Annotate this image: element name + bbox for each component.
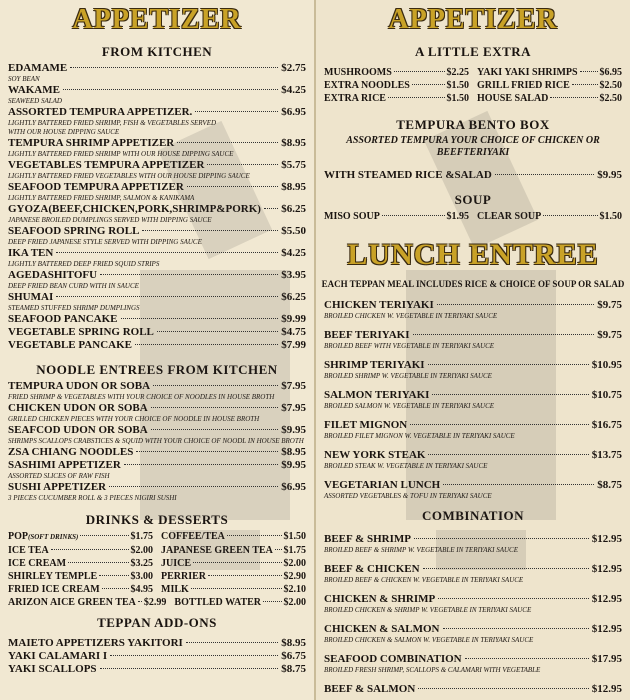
menu-item xyxy=(0,481,314,494)
menu-pair-row xyxy=(0,557,314,570)
menu-item xyxy=(477,210,622,223)
item-name: AGEDASHITOFU xyxy=(8,269,98,281)
item-price: $5.75 xyxy=(281,159,306,171)
item-description: BROILED BEEF & SHRIMP W. VEGETABLE IN TERIYAKI SAUCE xyxy=(324,546,519,554)
item-description: LIGHTLY BATTERED FRIED SHRIMP, SALMON & KANIKAMA xyxy=(8,194,195,202)
item-price: $2.50 xyxy=(599,93,622,104)
item-price: $2.10 xyxy=(283,584,306,595)
menu-item xyxy=(8,596,166,609)
item-description: JAPANESE BROILED DUMPLINGS SERVED WITH DIPPING SAUCE xyxy=(8,216,212,224)
menu-item xyxy=(0,203,314,216)
item-price: $2.50 xyxy=(599,80,622,91)
menu-item xyxy=(324,92,469,105)
item-name: BEEF & CHICKEN xyxy=(324,563,420,575)
item-name: HOUSE SALAD xyxy=(477,93,549,104)
combination-menu-list xyxy=(316,532,630,696)
item-name: BEEF TERIYAKI xyxy=(324,329,410,341)
item-name: FRIED ICE CREAM xyxy=(8,584,100,595)
menu-item xyxy=(8,530,153,544)
item-description: LIGHTLY BATTERED DEEP FRIED SQUID STRIPS xyxy=(8,260,160,268)
item-price: $8.95 xyxy=(281,181,306,193)
teppan-menu-list xyxy=(0,637,314,676)
item-price: $12.95 xyxy=(591,563,622,575)
item-price: $4.25 xyxy=(281,247,306,259)
menu-item xyxy=(161,570,306,583)
menu-item xyxy=(0,247,314,260)
item-name: PERRIER xyxy=(161,571,207,582)
item-price: $6.25 xyxy=(281,203,306,215)
item-description: BROILED BEEF & CHICKEN W. VEGETABLE IN TERIYAKI SAUCE xyxy=(324,576,524,584)
menu-item xyxy=(8,544,153,557)
item-name: VEGETARIAN LUNCH xyxy=(324,479,441,491)
item-description: BROILED FILET MIGNON W. VEGETABLE IN TERIYAKI SAUCE xyxy=(324,432,515,440)
item-price: $9.99 xyxy=(281,313,306,325)
item-description: DEEP FRIED BEAN CURD WITH IN SAUCE xyxy=(8,282,139,290)
item-name: BEEF & SHRIMP xyxy=(324,533,411,545)
item-price: $13.75 xyxy=(591,449,622,461)
noodle-menu-list xyxy=(0,380,314,502)
item-name: MAIETO APPETIZERS YAKITORI xyxy=(8,637,183,649)
menu-item xyxy=(161,544,306,557)
item-price: $8.95 xyxy=(281,446,306,458)
item-price: $8.75 xyxy=(597,479,622,491)
menu-item xyxy=(316,328,630,342)
item-price: $1.50 xyxy=(283,531,306,542)
lunch-note: EACH TEPPAN MEAL INCLUDES RICE & CHOICE OF SOUP OR SALAD xyxy=(321,279,625,289)
item-description: DEEP FRIED JAPANESE STYLE SERVED WITH DIPPING SAUCE xyxy=(8,238,202,246)
menu-item xyxy=(477,92,622,105)
item-name: WAKAME xyxy=(8,84,60,96)
item-price: $12.95 xyxy=(591,533,622,545)
item-price: $8.95 xyxy=(281,637,306,649)
right-menu-panel xyxy=(316,0,630,700)
menu-item xyxy=(316,478,630,492)
item-description: BROILED STEAK W. VEGETABLE IN TERIYAKI SAUCE xyxy=(324,462,488,470)
item-name: NEW YORK STEAK xyxy=(324,449,426,461)
menu-item xyxy=(316,418,630,432)
menu-item xyxy=(0,459,314,472)
item-name: CHICKEN & SALMON xyxy=(324,623,440,635)
item-price: $1.50 xyxy=(446,80,469,91)
item-price: $6.25 xyxy=(281,291,306,303)
menu-item xyxy=(0,326,314,339)
item-description: STEAMED STUFFED SHRIMP DUMPLINGS xyxy=(8,304,140,312)
soup-menu-list xyxy=(316,210,630,223)
extra-menu-list xyxy=(316,66,630,105)
item-name: CHICKEN & SHRIMP xyxy=(324,593,436,605)
item-price: $3.25 xyxy=(130,558,153,569)
item-name: POP xyxy=(8,531,28,542)
item-name: VEGETABLE SPRING ROLL xyxy=(8,326,154,338)
item-name: WITH STEAMED RICE &SALAD xyxy=(324,169,492,181)
item-description: LIGHTLY BATTERED FRIED SHRIMP, FISH & VEGETABLES SERVED xyxy=(8,119,217,127)
lunch-menu-list xyxy=(316,298,630,500)
menu-item xyxy=(0,424,314,437)
item-name: VEGETABLE PANCAKE xyxy=(8,339,132,351)
item-name: EDAMAME xyxy=(8,62,68,74)
item-name: GRILL FRIED RICE xyxy=(477,80,570,91)
item-name: ICE TEA xyxy=(8,545,49,556)
item-description: BROILED CHICKEN & SHRIMP W. VEGETABLE IN TERIYAKI SAUCE xyxy=(324,606,532,614)
menu-item xyxy=(316,682,630,696)
from-kitchen-heading: FROM KITCHEN xyxy=(101,44,213,59)
item-price: $4.25 xyxy=(281,84,306,96)
menu-item xyxy=(316,562,630,576)
item-price: $1.75 xyxy=(283,545,306,556)
menu-item xyxy=(161,530,306,544)
menu-item xyxy=(316,358,630,372)
item-price: $9.95 xyxy=(597,169,622,181)
item-name: BOTTLED WATER xyxy=(174,597,262,608)
item-name: SEAFOOD TEMPURA APPETIZER xyxy=(8,181,184,193)
item-name: CHICKEN TERIYAKI xyxy=(324,299,434,311)
item-price: $17.95 xyxy=(591,653,622,665)
item-name: JUICE xyxy=(161,558,192,569)
menu-pair-row xyxy=(0,570,314,583)
menu-item xyxy=(0,637,314,650)
item-description: BROILED CHICKEN & SALMON W. VEGETABLE IN TERIYAKI SAUCE xyxy=(324,636,534,644)
item-name: EXTRA NOODLES xyxy=(324,80,410,91)
item-name: SHRIMP TERIYAKI xyxy=(324,359,425,371)
item-price: $1.95 xyxy=(446,211,469,222)
item-description: WITH OUR HOUSE DIPPING SAUCE xyxy=(8,128,120,136)
item-description: BROILED SHRIMP W. VEGETABLE IN TERIYAKI SAUCE xyxy=(324,372,492,380)
item-name: CLEAR SOUP xyxy=(477,211,542,222)
item-description: ASSORTED SLICES OF RAW FISH xyxy=(8,472,110,480)
item-name: CHICKEN UDON OR SOBA xyxy=(8,402,148,414)
item-name: SEAFOOD SPRING ROLL xyxy=(8,225,140,237)
item-name: ZSA CHIANG NOODLES xyxy=(8,446,134,458)
item-description: BROILED FRESH SHRIMP, SCALLOPS & CALAMARI WITH VEGETABLE xyxy=(324,666,541,674)
item-name: JAPANESE GREEN TEA xyxy=(161,545,273,556)
menu-item xyxy=(324,66,469,79)
item-price: $2.00 xyxy=(283,597,306,608)
appetizer-title: APPETIZER xyxy=(72,4,242,35)
combination-heading: COMBINATION xyxy=(421,508,525,523)
item-price: $2.75 xyxy=(281,62,306,74)
item-description: SOY BEAN xyxy=(8,75,40,83)
item-name: MILK xyxy=(161,584,189,595)
menu-item xyxy=(0,62,314,75)
teppan-heading: TEPPAN ADD-ONS xyxy=(97,615,217,630)
item-price: $9.75 xyxy=(597,299,622,311)
item-name: ICE CREAM xyxy=(8,558,67,569)
menu-item xyxy=(316,298,630,312)
menu-pair-row xyxy=(0,530,314,544)
item-price: $1.50 xyxy=(446,93,469,104)
menu-item xyxy=(0,380,314,393)
menu-item xyxy=(8,583,153,596)
item-name: TEMPURA SHRIMP APPETIZER xyxy=(8,137,175,149)
menu-item xyxy=(316,532,630,546)
menu-item xyxy=(0,663,314,676)
item-price: $6.95 xyxy=(281,481,306,493)
menu-item xyxy=(316,388,630,402)
item-price: $2.00 xyxy=(283,558,306,569)
item-name: TEMPURA UDON OR SOBA xyxy=(8,380,151,392)
menu-item xyxy=(0,181,314,194)
item-price: $7.99 xyxy=(281,339,306,351)
item-price: $6.75 xyxy=(281,650,306,662)
item-name: SEAFCOD UDON OR SOBA xyxy=(8,424,148,436)
menu-item xyxy=(316,448,630,462)
menu-item xyxy=(0,159,314,172)
item-price: $2.90 xyxy=(283,571,306,582)
menu-item xyxy=(0,291,314,304)
item-price: $4.75 xyxy=(281,326,306,338)
item-description: FRIED SHRIMP & VEGETABLES WITH YOUR CHOICE OF NOODLES IN HOUSE BROTH xyxy=(8,393,275,401)
item-name: FILET MIGNON xyxy=(324,419,408,431)
item-price: $9.75 xyxy=(597,329,622,341)
item-price: $1.75 xyxy=(130,531,153,542)
menu-item xyxy=(0,446,314,459)
item-price: $2.99 xyxy=(143,597,167,608)
item-price: $5.50 xyxy=(281,225,306,237)
item-price: $6.95 xyxy=(599,67,622,78)
item-description: GRILLED CHICKEN PIECES WITH YOUR CHOICE OF NOODLE IN HOUSE BROTH xyxy=(8,415,260,423)
kitchen-menu-list xyxy=(0,62,314,352)
item-name: MISO SOUP xyxy=(324,211,380,222)
bento-note: ASSORTED TEMPURA YOUR CHOICE OF CHICKEN OR BEEFTERIYAKI xyxy=(346,135,600,158)
menu-item xyxy=(0,402,314,415)
menu-item xyxy=(0,339,314,352)
item-description: BROILED SALMON W. VEGETABLE IN TERIYAKI SAUCE xyxy=(324,402,495,410)
lunch-entree-title: LUNCH ENTREE xyxy=(347,238,599,271)
menu-item xyxy=(161,583,306,596)
menu-item xyxy=(0,225,314,238)
item-name: SHIRLEY TEMPLE xyxy=(8,571,98,582)
item-name: ASSORTED TEMPURA APPETIZER. xyxy=(8,106,193,118)
menu-pair-row xyxy=(316,210,630,223)
item-price: $12.95 xyxy=(591,683,622,695)
menu-item xyxy=(0,106,314,119)
menu-item xyxy=(316,652,630,666)
item-name: SEAFOOD PANCAKE xyxy=(8,313,118,325)
item-price: $1.50 xyxy=(599,211,622,222)
menu-item xyxy=(0,269,314,282)
appetizer-title-right: APPETIZER xyxy=(388,4,558,35)
item-price: $4.95 xyxy=(130,584,153,595)
item-price: $6.95 xyxy=(281,106,306,118)
item-subtitle: (SOFT DRINKS) xyxy=(28,533,79,541)
menu-pair-row xyxy=(0,596,314,609)
item-price: $9.95 xyxy=(281,459,306,471)
item-name: YAKI CALAMARI I xyxy=(8,650,108,662)
item-price: $2.00 xyxy=(130,545,153,556)
item-price: $12.95 xyxy=(591,623,622,635)
item-price: $8.95 xyxy=(281,137,306,149)
item-description: SEAWEED SALAD xyxy=(8,97,62,105)
item-name: GYOZA(BEEF,CHICKEN,PORK,SHRIMP&PORK) xyxy=(8,203,261,215)
item-price: $10.75 xyxy=(591,389,622,401)
menu-item xyxy=(0,84,314,97)
item-price: $3.00 xyxy=(130,571,153,582)
item-description: LIGHTLY BATTERED FRIED VEGETABLES WITH OUR HOUSE DIPPING SAUCE xyxy=(8,172,250,180)
item-name: IKA TEN xyxy=(8,247,54,259)
menu-pair-row xyxy=(316,79,630,92)
item-description: SHRIMPS SCALLOPS CRABSTICES & SQUID WITH YOUR CHOICE OF NOODL IN HOUSE BROTH xyxy=(8,437,304,445)
little-extra-heading: A LITTLE EXTRA xyxy=(414,44,532,59)
menu-item xyxy=(477,79,622,92)
item-price: $12.95 xyxy=(591,593,622,605)
item-description: 3 PIECES CUCUMBER ROLL & 3 PIECES NIGIRI SUSHI xyxy=(8,494,177,502)
menu-pair-row xyxy=(316,66,630,79)
menu-item xyxy=(8,557,153,570)
item-name: SALMON TERIYAKI xyxy=(324,389,430,401)
item-name: COFFEE/TEA xyxy=(161,531,225,542)
item-name: BEEF & SALMON xyxy=(324,683,416,695)
item-name: SASHIMI APPETIZER xyxy=(8,459,121,471)
item-name: SEAFOOD COMBINATION xyxy=(324,653,462,665)
menu-pair-row xyxy=(0,583,314,596)
item-price: $8.75 xyxy=(281,663,306,675)
item-name: EXTRA RICE xyxy=(324,93,386,104)
menu-item xyxy=(8,570,153,583)
item-name: SHUMAI xyxy=(8,291,54,303)
soup-heading: SOUP xyxy=(454,192,492,207)
item-name: ARIZON AICE GREEN TEA xyxy=(8,597,136,608)
item-description: LIGHTLY BATTERED FRIED SHRIMP WITH OUR HOUSE DIPPING SAUCE xyxy=(8,150,234,158)
menu-item xyxy=(0,313,314,326)
item-name: VEGETABLES TEMPURA APPETIZER xyxy=(8,159,205,171)
item-description: BROILED BEEF WITH VEGETABLE IN TERIYAKI SAUCE xyxy=(324,342,495,350)
item-price: $2.25 xyxy=(446,67,469,78)
item-price: $16.75 xyxy=(591,419,622,431)
menu-item xyxy=(477,66,622,79)
menu-pair-row xyxy=(316,92,630,105)
item-price: $7.95 xyxy=(281,402,306,414)
item-price: $10.95 xyxy=(591,359,622,371)
item-price: $3.95 xyxy=(281,269,306,281)
item-description: ASSORTED VEGETABLES & TOFU IN TERIYAKI SAUCE xyxy=(324,492,492,500)
item-price: $7.95 xyxy=(281,380,306,392)
menu-item xyxy=(316,622,630,636)
menu-item xyxy=(316,592,630,606)
item-name: YAKI YAKI SHRIMPS xyxy=(477,67,578,78)
bento-item xyxy=(316,169,630,182)
menu-item xyxy=(0,650,314,663)
item-name: SUSHI APPETIZER xyxy=(8,481,107,493)
item-name: YAKI SCALLOPS xyxy=(8,663,97,675)
menu-item xyxy=(161,557,306,570)
menu-item xyxy=(174,596,306,609)
item-price: $9.95 xyxy=(281,424,306,436)
drinks-menu-list xyxy=(0,530,314,609)
menu-item xyxy=(0,137,314,150)
item-name: MUSHROOMS xyxy=(324,67,392,78)
menu-item xyxy=(324,210,469,223)
drinks-heading: DRINKS & DESSERTS xyxy=(85,512,229,527)
bento-heading: TEMPURA BENTO BOX xyxy=(396,117,550,132)
noodle-heading: NOODLE ENTREES FROM KITCHEN xyxy=(36,362,278,377)
menu-item xyxy=(324,79,469,92)
menu-pair-row xyxy=(0,544,314,557)
item-description: BROILED CHICKEN W. VEGETABLE IN TERIYAKI SAUCE xyxy=(324,312,498,320)
